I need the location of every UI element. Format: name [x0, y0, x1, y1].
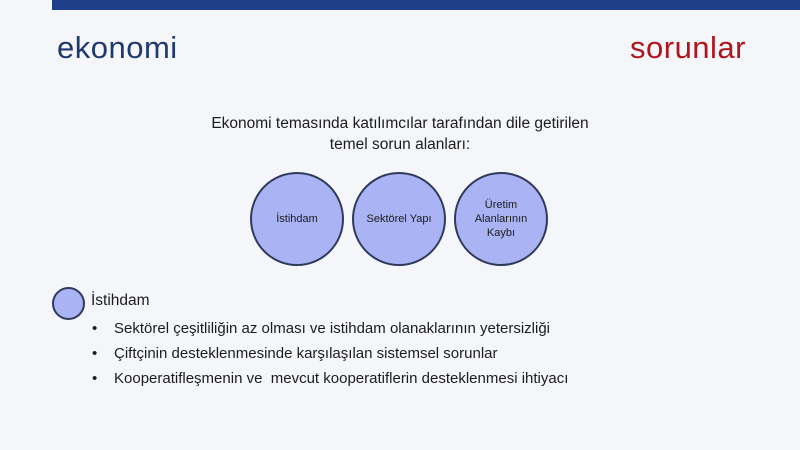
circle-sectoral-structure-label: Sektörel Yapı: [366, 213, 432, 225]
circle-production-loss-line-1: Üretim: [484, 199, 518, 211]
slide-title-economy: ekonomi: [57, 30, 178, 65]
circle-sectoral-structure: [352, 172, 446, 266]
intro-line-1: Ekonomi temasında katılımcılar tarafından dile getirilen: [211, 115, 589, 132]
focus-heading: İstihdam: [91, 292, 150, 309]
top-accent-bar: [52, 0, 800, 10]
bullet-item: • Çiftçinin desteklenmesinde karşılaşılan sistemsel sorunlar: [92, 341, 568, 366]
bullet-item: • Kooperatifleşmenin ve mevcut kooperatiflerin desteklenmesi ihtiyacı: [92, 366, 568, 391]
focus-marker-circle: [52, 287, 85, 320]
problem-areas-diagram: [250, 172, 550, 268]
intro-line-2: temel sorun alanları:: [329, 136, 471, 153]
circle-production-loss-line-3: Kaybı: [486, 227, 516, 239]
circle-employment-label: İstihdam: [276, 213, 318, 225]
slide-title-problems: sorunlar: [630, 30, 746, 65]
focus-bullet-list: [92, 316, 568, 391]
intro-text: [150, 113, 650, 155]
circle-employment: [250, 172, 344, 266]
circle-production-loss-line-2: Alanlarının: [474, 213, 528, 225]
circle-production-loss: [454, 172, 548, 266]
circle-production-loss-label: [475, 198, 528, 240]
bullet-item: • Sektörel çeşitliliğin az olması ve istihdam olanaklarının yetersizliği: [92, 316, 568, 341]
